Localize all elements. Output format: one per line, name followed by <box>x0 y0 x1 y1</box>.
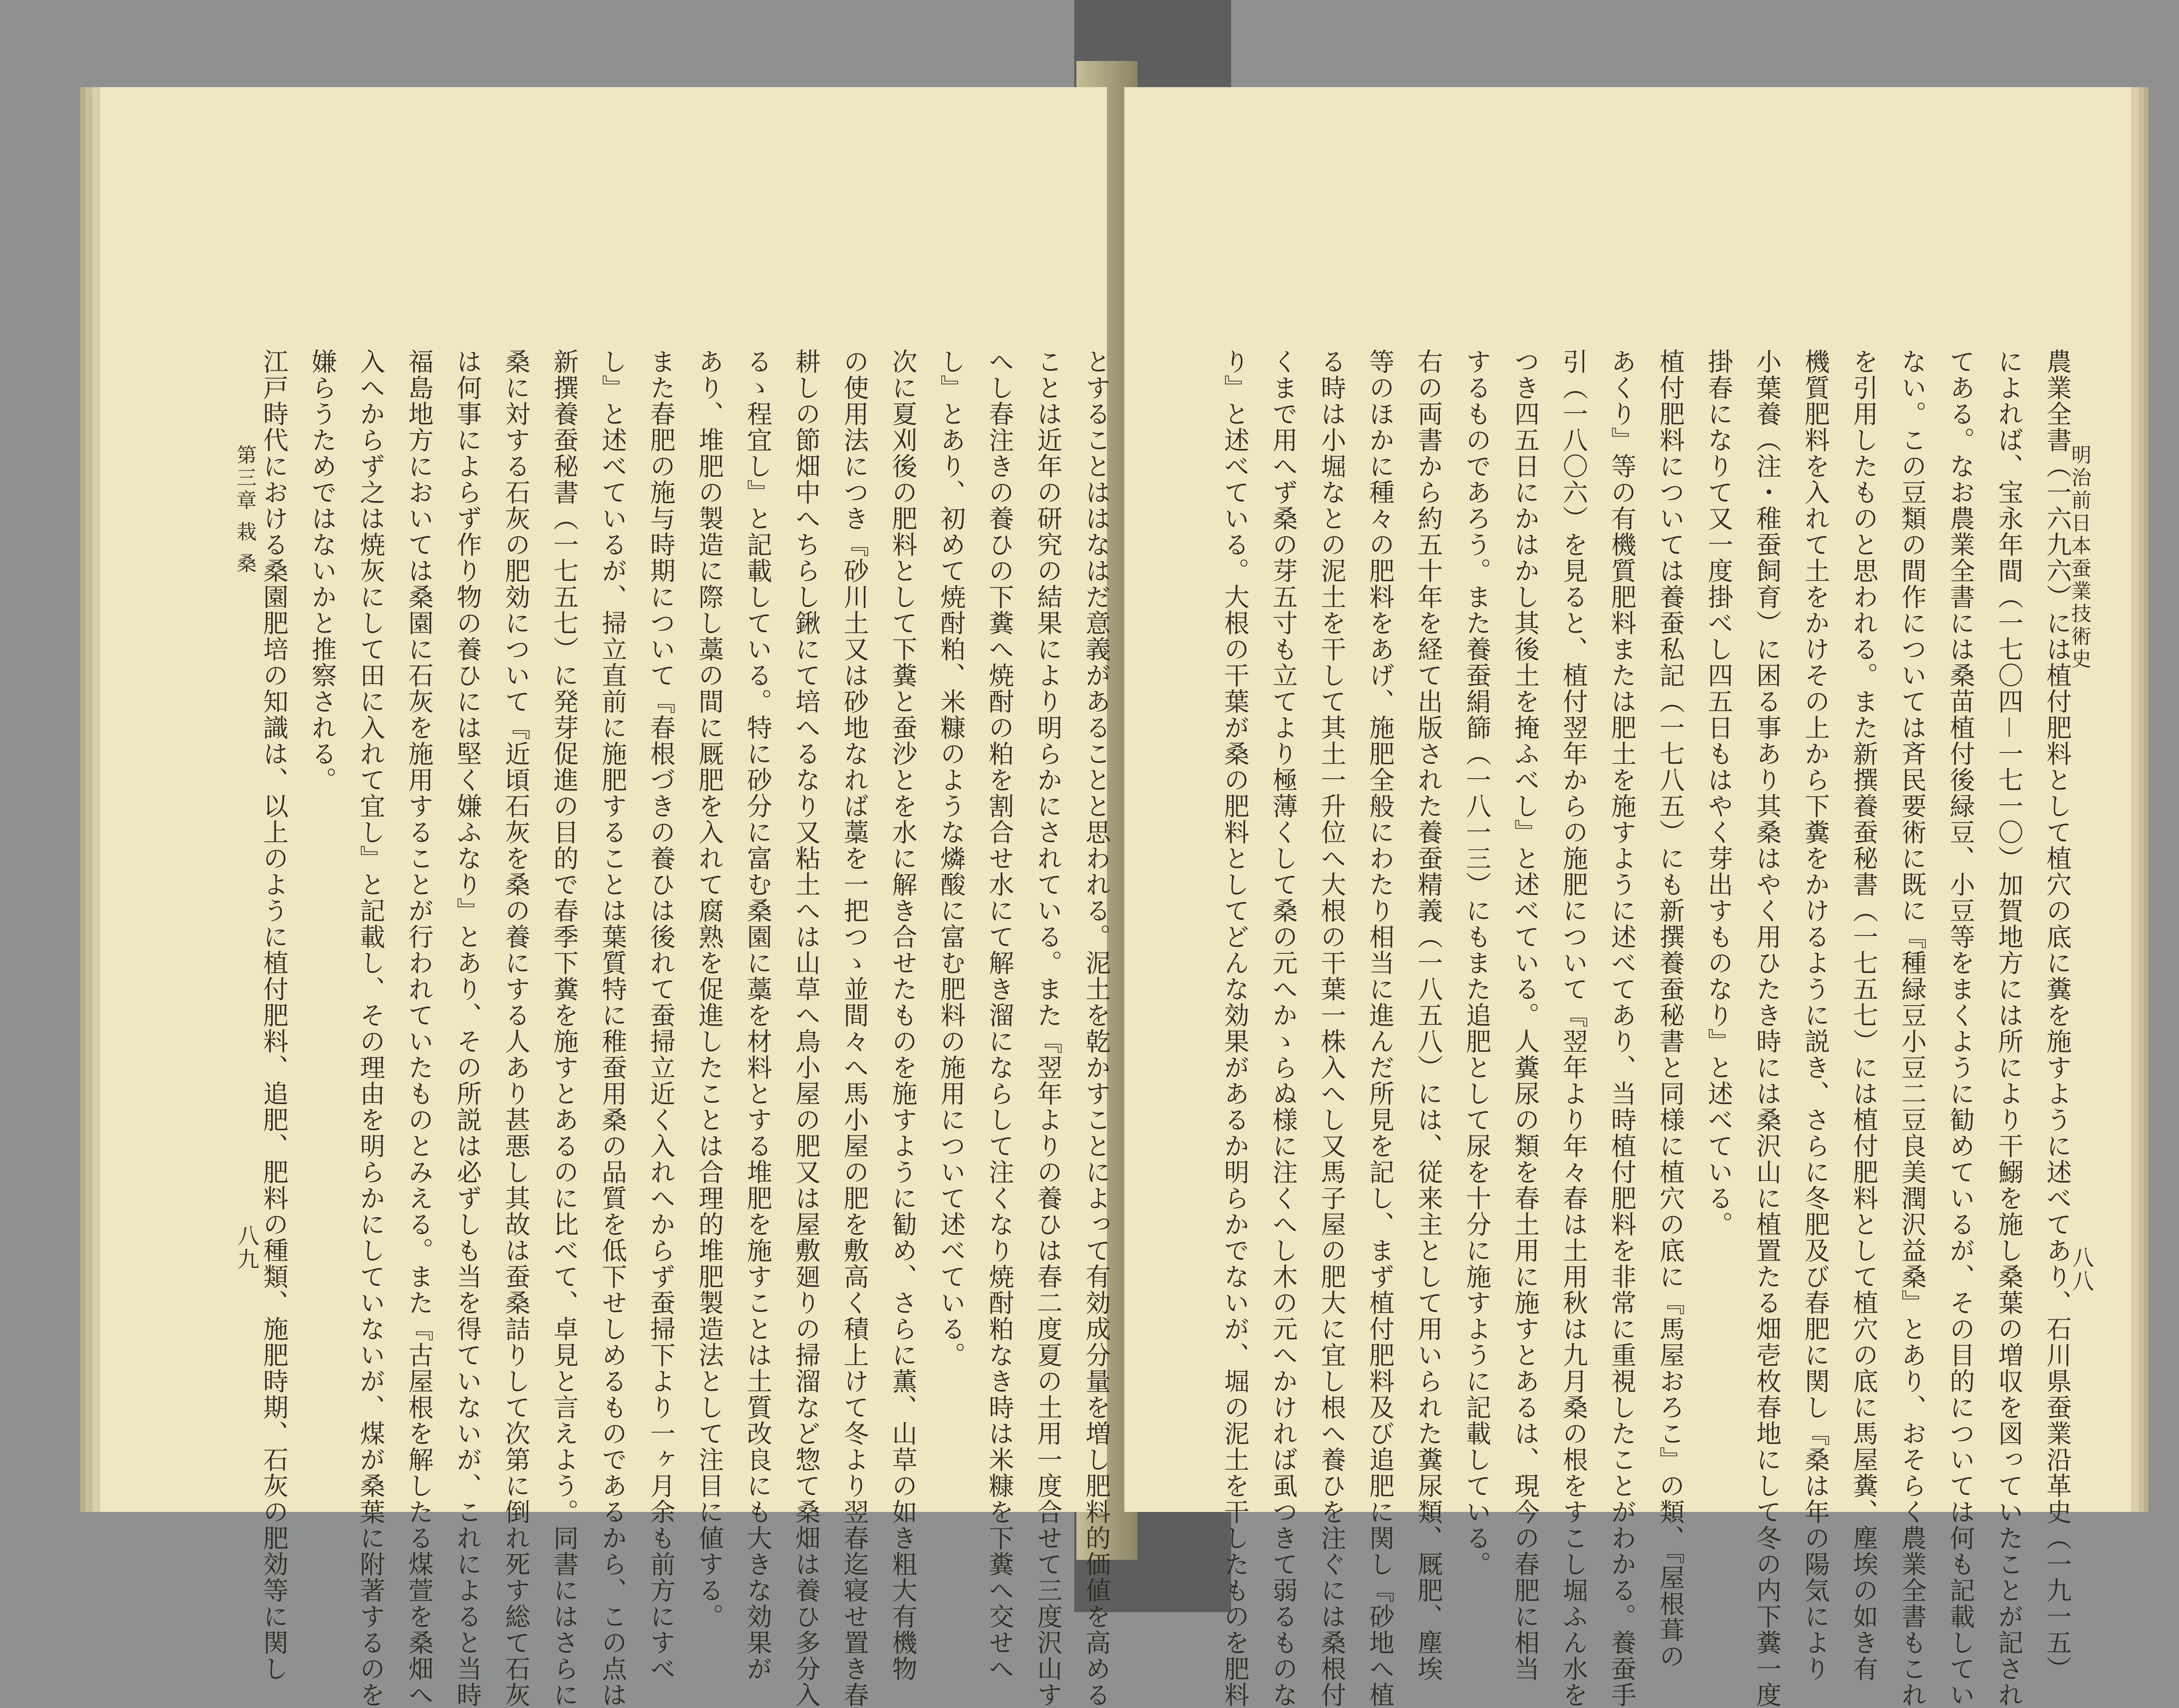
text-column: ない。この豆類の間作については斉民要術に既に『種緑豆小豆二豆良美潤沢益桑』とあり、おそらく農業全書もこれ <box>1897 349 1927 1708</box>
text-column: あくり』等の有機質肥料または肥土を施すように述べてあり、当時植付肥料を非常に重視したことがわかる。養蚕手 <box>1607 349 1636 1708</box>
text-column: するものであろう。また養蚕絹篩（一八一三）にもまた追肥として尿を十分に施すように記載している。 <box>1462 349 1491 1577</box>
right-running-head: 明治前日本蚕業技術史 <box>2068 444 2092 671</box>
text-column: てある。なお農業全書には桑苗植付後緑豆、小豆等をまくように勧めているが、その目的については何も記載してい <box>1945 349 1975 1708</box>
right-page-number: 八八 <box>2069 1246 2094 1293</box>
text-column: り』と述べている。大根の干葉が桑の肥料としてどんな効果があるか明らかでないが、堀の泥土を干したものを肥料 <box>1220 349 1249 1708</box>
left-page <box>100 87 1111 1708</box>
left-text-block <box>259 349 1120 1708</box>
left-page-number: 八九 <box>234 1224 259 1271</box>
text-column: 引（一八〇六）を見ると、植付翌年からの施肥について『翌年より年々春は土用秋は九月桑の根をすこし堀ふん水を <box>1558 349 1588 1708</box>
text-column: 入へからず之は焼灰にして田に入れて宜し』と記載し、その理由を明らかにしていないが、煤が桑葉に附著するのを <box>356 349 385 1708</box>
text-column: によれば、宝永年間（一七〇四－一七一〇）加賀地方には所により干鰯を施し桑葉の増収を図っていたことが記され <box>1994 349 2023 1708</box>
text-column: 福島地方においては桑園に石灰を施用することが行われていたものとみえる。また『古屋根を解したる煤萱を桑畑へ <box>404 349 434 1708</box>
text-column: の使用法につき『砂川土又は砂地なれば藁を一把つゝ並間々へ馬小屋の肥を敷高く積上けて冬より翌春迄寝せ置き春 <box>839 349 869 1708</box>
text-column: ことは近年の研究の結果により明らかにされている。また『翌年よりの養ひは春二度夏の土用一度合せて三度沢山す <box>1033 349 1062 1708</box>
text-column: 機質肥料を入れて土をかけその上から下糞をかけるように説き、さらに冬肥及び春肥に関し『桑は年の陽気により <box>1800 349 1830 1682</box>
text-column: 耕しの節畑中へちらし鍬にて培へるなり又粘土へは山草へ鳥小屋の肥又は屋敷廻りの掃溜など惣て桑畑は養ひ多分入 <box>791 349 821 1708</box>
text-column: を引用したものと思われる。また新撰養蚕秘書（一七五七）には植付肥料として植穴の底に馬屋糞、塵埃の如き有 <box>1849 349 1878 1682</box>
text-column: る時は小堀なとの泥土を干して其土一升位へ大根の干葉一株入へし又馬子屋の肥大に宜し根へ養ひを注ぐには桑根付 <box>1317 349 1346 1708</box>
text-column: 等のほかに種々の肥料をあげ、施肥全般にわたり相当に進んだ所見を記し、まず植付肥料及び追肥に関し『砂地へ植 <box>1365 349 1395 1708</box>
text-column: とすることははなはだ意義があることと思われる。泥土を乾かすことによって有効成分量を増し肥料的価値を高める <box>1081 349 1111 1708</box>
text-column: は何事によらず作り物の養ひには堅く嫌ふなり』とあり、その所説は必ずしも当を得ていないが、これによると当時 <box>452 349 482 1708</box>
text-column: し』とあり、初めて焼酎粕、米糠のような燐酸に富む肥料の施用について述べている。 <box>936 349 966 1368</box>
text-column: 農業全書（一六九六）には植付肥料として植穴の底に糞を施すように述べてあり、石川県蚕業沿革史（一九一五） <box>2042 349 2072 1682</box>
right-page <box>1124 87 2131 1708</box>
text-column: 嫌らうためではないかと推察される。 <box>307 349 337 793</box>
text-column: 江戸時代における桑園肥培の知識は、以上のように植付肥料、追肥、肥料の種類、施肥時期、石灰の肥効等に関し <box>259 349 288 1682</box>
left-running-head: 第三章 栽 桑 <box>234 444 257 576</box>
text-column: 掛春になりて又一度掛べし四五日もはやく芽出すものなり』と述べている。 <box>1704 349 1733 1237</box>
text-column: つき四五日にかはかし其後土を掩ふべし』と述べている。人糞尿の類を春土用に施すとあるは、現今の春肥に相当 <box>1510 349 1540 1682</box>
text-column: 右の両書から約五十年を経て出版された養蚕精義（一八五八）には、従来主として用いられた糞尿類、厩肥、塵埃 <box>1413 349 1443 1682</box>
text-column: 次に夏刈後の肥料として下糞と蚕沙とを水に解き合せたものを施すように勧め、さらに薫、山草の如き粗大有機物 <box>888 349 917 1682</box>
text-column: また春肥の施与時期について『春根づきの養ひは後れて蚕掃立近く入れへからず蚕掃下より一ヶ月余も前方にすべ <box>646 349 675 1682</box>
text-column: 新撰養蚕秘書（一七五七）に発芽促進の目的で春季下糞を施すとあるのに比べて、卓見と言えよう。同書にはさらに <box>549 349 579 1708</box>
text-column: くまで用へず桑の芽五寸も立てより極薄くして桑の元へかゝらぬ様に注くへし木の元へかければ虱つきて弱るものな <box>1268 349 1298 1708</box>
text-column: し』と述べているが、掃立直前に施肥することは葉質特に稚蚕用桑の品質を低下せしめるものであるから、この点は <box>597 349 627 1708</box>
right-text-block <box>1209 349 2081 1708</box>
text-column: 小葉養（注・稚蚕飼育）に困る事あり其桑はやく用ひたき時には桑沢山に植置たる畑壱枚春地にして冬の内下糞一度 <box>1752 349 1782 1708</box>
text-column: あり、堆肥の製造に際し藁の間に厩肥を入れて腐熟を促進したことは合理的堆肥製造法として注目に値する。 <box>694 349 724 1630</box>
text-column: 植付肥料については養蚕私記（一七八五）にも新撰養蚕秘書と同様に植穴の底に『馬屋おろこ』の類、『屋根葺の <box>1655 349 1685 1669</box>
text-column: 桑に対する石灰の肥効について『近頃石灰を桑の養にする人あり甚悪し其故は蚕桑詰りして次第に倒れ死す総て石灰 <box>501 349 530 1708</box>
text-column: へし春注きの養ひの下糞へ焼酎の粕を割合せ水にて解き溜にならして注くなり焼酎粕なき時は米糠を下糞へ交せへ <box>984 349 1014 1682</box>
text-column: るゝ程宜し』と記載している。特に砂分に富む桑園に藁を材料とする堆肥を施すことは土質改良にも大きな効果が <box>743 349 772 1682</box>
